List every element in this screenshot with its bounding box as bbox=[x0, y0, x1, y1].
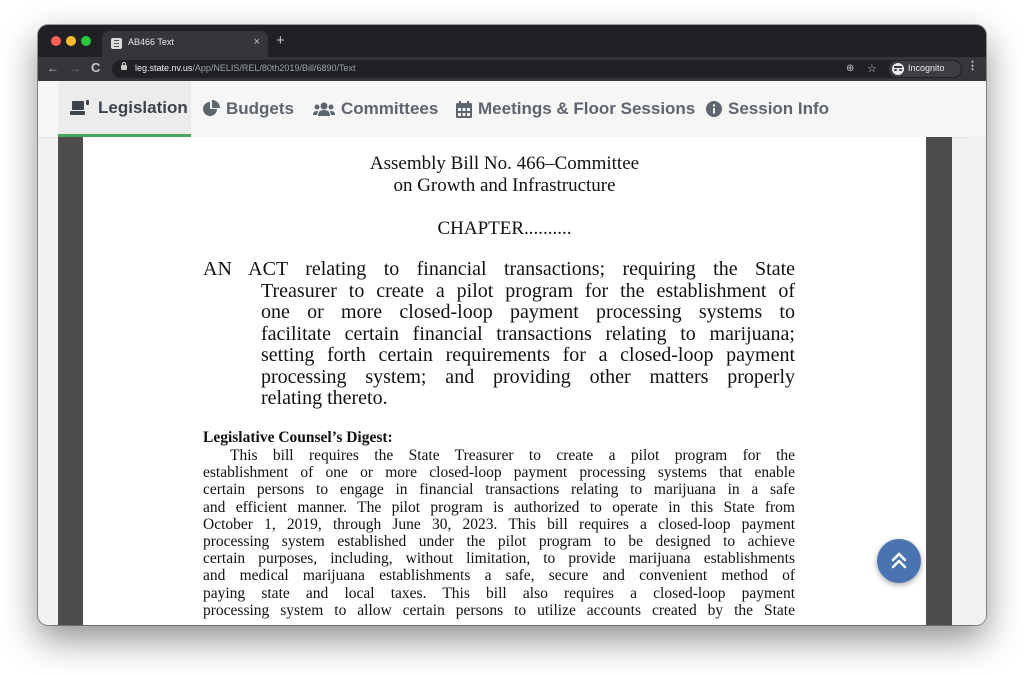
new-tab-button[interactable]: + bbox=[276, 32, 285, 49]
tab-title: AB466 Text bbox=[128, 37, 174, 47]
info-circle-icon bbox=[706, 101, 722, 117]
url-path: /App/NELIS/REL/80th2019/Bill/6890/Text bbox=[192, 63, 356, 73]
tab-close-icon[interactable]: × bbox=[253, 36, 260, 48]
nav-item-committees[interactable] bbox=[313, 81, 438, 137]
bill-title-line-2: on Growth and Infrastructure bbox=[393, 175, 616, 196]
users-icon bbox=[313, 101, 335, 117]
browser-window bbox=[38, 25, 986, 625]
browser-menu-icon[interactable]: ⋮ bbox=[967, 60, 978, 72]
digest-line: certain purposes, including, without limitation, to provide marijuana establishments bbox=[203, 550, 795, 568]
digest-line: and medical marijuana establishments a safe, secure and convenient method of bbox=[203, 567, 795, 585]
act-line: facilitate certain financial transactions relating to marijuana; bbox=[261, 322, 795, 345]
nav-item-meetings[interactable] bbox=[456, 81, 695, 137]
digest-line: October 1, 2019, through June 30, 2023. This bill requires a closed-loop payment bbox=[203, 515, 795, 533]
digest-line: processing system to allow certain persons to utilize accounts created by the State bbox=[203, 601, 795, 619]
incognito-label: Incognito bbox=[908, 63, 945, 73]
digest-line: processing system established under the pilot program to be designed to achieve bbox=[203, 533, 795, 550]
bookmark-star-icon[interactable]: ☆ bbox=[867, 63, 877, 75]
forward-button[interactable]: → bbox=[69, 61, 81, 75]
page-scrollbar[interactable] bbox=[968, 137, 986, 625]
address-bar[interactable] bbox=[112, 60, 962, 78]
nav-item-label: Session Info bbox=[728, 99, 830, 118]
act-line: AN ACT relating to financial transactions; requiring the State bbox=[203, 258, 795, 280]
double-chevron-up-icon bbox=[891, 552, 907, 570]
nav-item-session-info[interactable] bbox=[706, 81, 829, 137]
scroll-to-top-button[interactable] bbox=[877, 539, 921, 583]
digest-heading: Legislative Counsel’s Digest: bbox=[203, 429, 393, 446]
tab-strip bbox=[38, 25, 986, 57]
calendar-icon bbox=[456, 101, 472, 118]
chapter-heading: CHAPTER.......... bbox=[437, 218, 572, 239]
url-text[interactable] bbox=[135, 63, 355, 73]
lock-icon bbox=[121, 65, 127, 70]
nav-item-label: Committees bbox=[341, 99, 439, 118]
pie-chart-icon bbox=[202, 100, 220, 118]
document-icon bbox=[111, 38, 122, 49]
act-line: setting forth certain requirements for a closed-loop payment bbox=[261, 344, 795, 366]
nav-item-label: Budgets bbox=[226, 99, 294, 118]
nav-item-legislation[interactable] bbox=[58, 81, 191, 137]
bill-title-line-1: Assembly Bill No. 466–Committee bbox=[369, 153, 640, 174]
browser-toolbar bbox=[38, 57, 986, 81]
bill-page bbox=[83, 137, 926, 625]
reload-button[interactable]: C bbox=[91, 60, 101, 75]
incognito-indicator[interactable] bbox=[889, 61, 961, 77]
back-button[interactable]: ← bbox=[47, 61, 59, 75]
page-viewport bbox=[38, 81, 986, 625]
act-line: one or more closed-loop payment processing systems to bbox=[261, 301, 795, 323]
zoom-icon[interactable]: ⊕ bbox=[846, 63, 855, 74]
url-host: leg.state.nv.us bbox=[135, 63, 193, 73]
nav-item-label: Meetings & Floor Sessions bbox=[478, 99, 696, 118]
digest-line: certain persons to engage in financial transactions relating to marijuana in a safe bbox=[203, 481, 795, 499]
site-navigation bbox=[38, 81, 986, 138]
digest-line: paying state and local taxes. This bill also requires a closed-loop payment bbox=[203, 584, 795, 602]
act-line: relating thereto. bbox=[261, 387, 388, 409]
act-line: processing system; and providing other matters properly bbox=[261, 365, 795, 388]
pdf-viewer bbox=[58, 137, 952, 625]
browser-tab[interactable] bbox=[102, 31, 268, 57]
nav-item-label: Legislation bbox=[98, 97, 188, 117]
digest-line: This bill requires the State Treasurer to create a pilot program for the bbox=[230, 447, 795, 464]
act-line: Treasurer to create a pilot program for the establishment of bbox=[261, 279, 795, 302]
gavel-icon bbox=[70, 99, 92, 116]
digest-line: establishment of one or more closed-loop payment processing systems that enable bbox=[203, 464, 795, 482]
close-window-button[interactable] bbox=[51, 36, 61, 46]
nav-item-budgets[interactable] bbox=[202, 81, 294, 137]
minimize-window-button[interactable] bbox=[66, 36, 76, 46]
digest-line: and efficient manner. The pilot program is authorized to operate in this State from bbox=[203, 498, 795, 516]
incognito-icon bbox=[892, 63, 904, 75]
maximize-window-button[interactable] bbox=[81, 36, 91, 46]
